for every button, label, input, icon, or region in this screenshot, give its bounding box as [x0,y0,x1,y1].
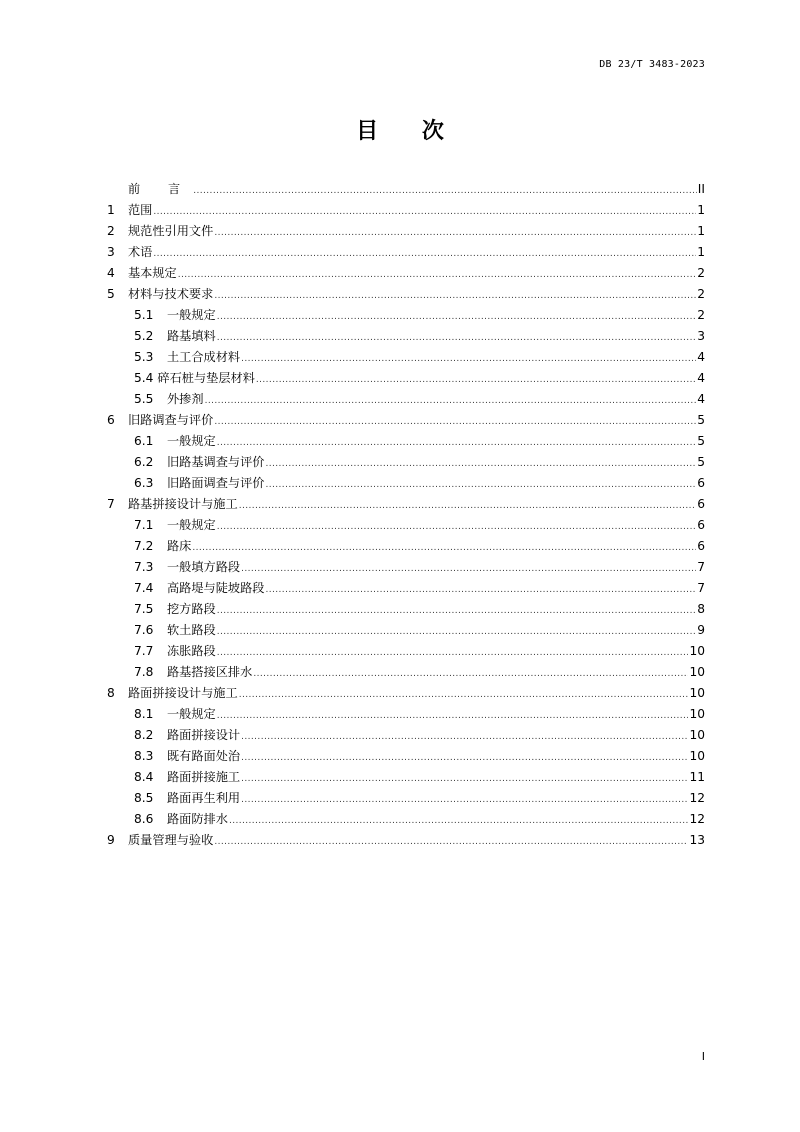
toc-entry-label: 一般填方路段 [167,560,241,574]
toc-leader-dots [241,790,688,811]
toc-leader-dots [217,601,696,622]
toc-entry-number: 8.5 [134,791,154,805]
toc-entry-number: 8.4 [134,770,154,784]
toc-entry[interactable] [107,725,705,746]
toc-leader-dots [217,706,689,727]
toc-entry[interactable] [107,494,705,515]
toc-entry-number: 7.5 [134,602,154,616]
toc-entry-number: 7.1 [134,518,154,532]
toc-entry[interactable] [107,326,705,347]
toc-entry-number: 7 [107,497,115,511]
toc-leader-dots [266,475,697,496]
toc-entry-page: 10 [689,665,705,679]
toc-entry[interactable] [107,263,705,284]
toc-leader-dots [266,454,697,475]
toc-entry-label: 路面拼接设计与施工 [128,686,238,700]
toc-entry-number: 8.3 [134,749,154,763]
toc-entry-page: 4 [697,392,705,406]
toc-entry-label: 路基填料 [167,329,216,343]
toc-entry-page: 12 [689,812,705,826]
document-code: DB 23/T 3483-2023 [599,59,705,70]
toc-entry[interactable] [107,221,705,242]
toc-entry-label: 路面再生利用 [167,791,241,805]
toc-entry-page: 6 [697,476,705,490]
toc-entry-label: 既有路面处治 [167,749,241,763]
toc-entry-label: 路床 [167,539,192,553]
toc-entry[interactable] [107,683,705,704]
toc-entry-number: 5.1 [134,308,154,322]
toc-entry-page: 7 [697,560,705,574]
toc-leader-dots [217,307,696,328]
toc-entry-number: 7.8 [134,665,154,679]
toc-entry-number: 6.1 [134,434,154,448]
toc-entry-label: 一般规定 [167,308,216,322]
toc-entry[interactable] [107,620,705,641]
toc-entry[interactable] [107,284,705,305]
toc-entry-label: 旧路调查与评价 [128,413,214,427]
toc-leader-dots [266,580,697,601]
toc-entry-page: 10 [689,707,705,721]
toc-entry-page: 6 [697,497,705,511]
toc-entry-label: 外掺剂 [167,392,204,406]
toc-leader-dots [241,559,696,580]
toc-entry-label: 范围 [128,203,153,217]
toc-leader-dots [193,181,697,202]
toc-entry[interactable] [107,704,705,725]
toc-entry-label: 材料与技术要求 [128,287,214,301]
toc-entry-number: 7.2 [134,539,154,553]
toc-entry-page: 8 [697,602,705,616]
toc-entry-number: 8.2 [134,728,154,742]
toc-entry-label: 路面防排水 [167,812,228,826]
toc-leader-dots [239,685,689,706]
toc-entry[interactable] [107,788,705,809]
toc-leader-dots [217,643,689,664]
toc-entry[interactable] [107,536,705,557]
toc-leader-dots [253,664,688,685]
toc-entry-number: 5.3 [134,350,154,364]
toc-entry-number: 6.2 [134,455,154,469]
toc-entry-label: 挖方路段 [167,602,216,616]
toc-entry-number: 5.4 [134,371,154,385]
toc-entry[interactable] [107,242,705,263]
toc-entry-label: 旧路基调查与评价 [167,455,265,469]
page-number: I [701,1050,705,1063]
toc-leader-dots [241,349,696,370]
toc-entry-number: 9 [107,833,115,847]
toc-entry-page: 9 [697,623,705,637]
toc-entry-label: 碎石桩与垫层材料 [157,371,255,385]
toc-entry-number: 8.1 [134,707,154,721]
toc-entry-number: 5 [107,287,115,301]
toc-entry-page: 1 [697,203,705,217]
toc-leader-dots [241,727,688,748]
toc-entry[interactable] [107,767,705,788]
toc-entry-page: 2 [697,308,705,322]
toc-entry[interactable] [107,431,705,452]
toc-entry-label: 路基拼接设计与施工 [128,497,238,511]
toc-leader-dots [214,412,696,433]
toc-entry-page: II [697,182,705,196]
toc-leader-dots [153,202,696,223]
toc-entry-page: 4 [697,371,705,385]
toc-leader-dots [217,433,696,454]
toc-entry-label: 规范性引用文件 [128,224,214,238]
toc-leader-dots [192,538,696,559]
toc-entry-page: 10 [689,728,705,742]
toc-entry-label: 土工合成材料 [167,350,241,364]
toc-leader-dots [217,517,696,538]
toc-entry-page: 7 [697,581,705,595]
toc-entry-label: 一般规定 [167,518,216,532]
toc-entry-number: 2 [107,224,115,238]
toc-entry-label: 路基搭接区排水 [167,665,253,679]
toc-leader-dots [239,496,697,517]
toc-entry[interactable] [107,389,705,410]
toc-entry-number: 3 [107,245,115,259]
toc-entry[interactable] [107,452,705,473]
toc-entry-page: 10 [689,749,705,763]
toc-entry[interactable] [107,305,705,326]
toc-entry-number: 1 [107,203,115,217]
toc-entry-label: 冻胀路段 [167,644,216,658]
toc-entry-number: 8 [107,686,115,700]
toc-entry[interactable] [107,347,705,368]
toc-entry[interactable] [107,179,705,200]
toc-entry-page: 2 [697,266,705,280]
toc-entry-page: 5 [697,434,705,448]
toc-entry-number: 6.3 [134,476,154,490]
toc-entry-page: 5 [697,455,705,469]
toc-entry-number: 8.6 [134,812,154,826]
toc-leader-dots [214,286,696,307]
toc-entry-page: 1 [697,224,705,238]
toc-leader-dots [217,622,696,643]
toc-entry-label: 高路堤与陡坡路段 [167,581,265,595]
toc-entry-label: 术语 [128,245,153,259]
toc-entry-number: 7.6 [134,623,154,637]
toc-leader-dots [256,370,696,391]
toc-entry-number: 7.3 [134,560,154,574]
toc-entry-label: 基本规定 [128,266,177,280]
toc-entry-number: 4 [107,266,115,280]
toc-entry[interactable] [107,746,705,767]
toc-leader-dots [178,265,696,286]
toc-entry-page: 6 [697,539,705,553]
toc-entry-number: 6 [107,413,115,427]
toc-leader-dots [153,244,696,265]
toc-entry[interactable] [107,473,705,494]
toc-entry[interactable] [107,410,705,431]
toc-entry-page: 13 [689,833,705,847]
toc-entry[interactable] [107,599,705,620]
toc-entry[interactable] [107,830,705,851]
toc-entry[interactable] [107,368,705,389]
toc-title: 目 次 [356,119,462,144]
toc-entry[interactable] [107,662,705,683]
toc-entry-page: 11 [689,770,705,784]
toc-leader-dots [217,328,696,349]
toc-entry-page: 10 [689,644,705,658]
toc-entry-label: 旧路面调查与评价 [167,476,265,490]
toc-leader-dots [241,769,688,790]
toc-entry-number: 7.7 [134,644,154,658]
toc-entry[interactable] [107,641,705,662]
toc-entry-page: 6 [697,518,705,532]
toc-entry-page: 3 [697,329,705,343]
toc-entry-label: 质量管理与验收 [128,833,214,847]
toc-entry[interactable] [107,578,705,599]
toc-entry-label: 软土路段 [167,623,216,637]
toc-entry-page: 12 [689,791,705,805]
table-of-contents [107,179,705,851]
toc-entry-page: 5 [697,413,705,427]
toc-entry-number: 7.4 [134,581,154,595]
toc-entry-page: 10 [689,686,705,700]
toc-entry-page: 4 [697,350,705,364]
toc-entry[interactable] [107,809,705,830]
toc-leader-dots [205,391,697,412]
toc-entry-label: 一般规定 [167,434,216,448]
toc-leader-dots [214,832,688,853]
toc-entry-page: 1 [697,245,705,259]
toc-entry-page: 2 [697,287,705,301]
toc-entry-number: 5.5 [134,392,154,406]
toc-entry-label: 路面拼接施工 [167,770,241,784]
toc-entry[interactable] [107,557,705,578]
toc-entry-label: 一般规定 [167,707,216,721]
toc-entry[interactable] [107,515,705,536]
toc-leader-dots [214,223,696,244]
toc-leader-dots [229,811,689,832]
toc-entry[interactable] [107,200,705,221]
toc-leader-dots [241,748,688,769]
toc-entry-label: 路面拼接设计 [167,728,241,742]
toc-entry-label: 前 言 [128,182,193,196]
toc-entry-number: 5.2 [134,329,154,343]
